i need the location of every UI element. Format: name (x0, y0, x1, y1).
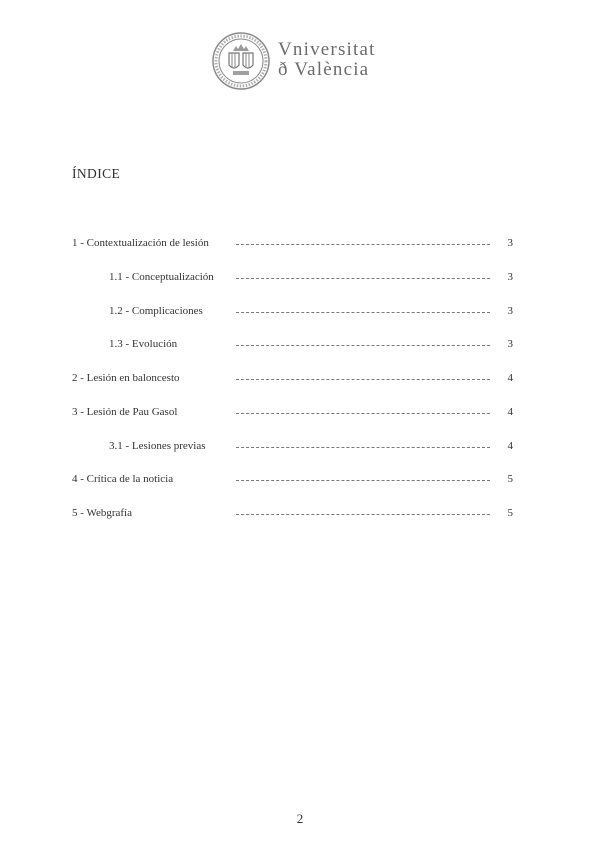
toc-entry-label: 4 - Crítica de la noticia (72, 473, 174, 486)
page-number: 2 (296, 811, 304, 826)
toc-entry[interactable] (0, 237, 600, 255)
index-title: ÍNDICE (72, 166, 121, 181)
toc-leader-line (236, 480, 490, 481)
toc-entry-page: 4 (507, 372, 513, 384)
toc-entry[interactable] (0, 406, 600, 424)
toc-entry-page: 3 (507, 237, 513, 249)
toc-entry[interactable] (0, 305, 600, 323)
toc-entry[interactable] (0, 473, 600, 491)
toc-leader-line (236, 345, 490, 346)
toc-entry[interactable] (0, 338, 600, 356)
toc-entry-page: 5 (507, 473, 513, 486)
toc-entry-label: 3 - Lesión de Pau Gasol (72, 405, 178, 418)
toc-leader-line (236, 278, 490, 279)
university-logo (211, 31, 391, 91)
toc-entry[interactable] (0, 440, 600, 458)
toc-entry-page: 4 (507, 439, 513, 452)
toc-leader-line (236, 447, 490, 448)
toc-entry-label: 2 - Lesión en baloncesto (72, 372, 180, 384)
toc-entry-label: 1.3 - Evolución (109, 338, 178, 351)
toc-leader-line (236, 413, 490, 414)
university-seal-icon (211, 31, 271, 91)
logo-line-1: Vniversitat (278, 39, 376, 60)
toc-entry-label: 5 - Webgrafía (72, 507, 132, 519)
toc-leader-line (236, 514, 490, 515)
logo-line-2: ð València (278, 59, 370, 80)
toc-entry[interactable] (0, 507, 600, 525)
toc-entry-page: 3 (507, 304, 513, 317)
toc-entry-page: 4 (507, 405, 513, 418)
toc-entry-label: 3.1 - Lesiones previas (109, 439, 206, 452)
toc-entry-page: 3 (507, 338, 513, 351)
university-wordmark (278, 40, 376, 80)
toc-entry-label: 1.1 - Conceptualización (109, 270, 214, 283)
toc-leader-line (236, 312, 490, 313)
toc-leader-line (236, 244, 490, 245)
toc-entry-page: 3 (507, 270, 513, 283)
toc-entry-label: 1 - Contextualización de lesión (72, 237, 209, 249)
toc-entry[interactable] (0, 372, 600, 390)
toc-entry-label: 1.2 - Complicaciones (109, 304, 203, 317)
toc-entry[interactable] (0, 271, 600, 289)
toc-leader-line (236, 379, 490, 380)
toc-entry-page: 5 (507, 507, 513, 519)
